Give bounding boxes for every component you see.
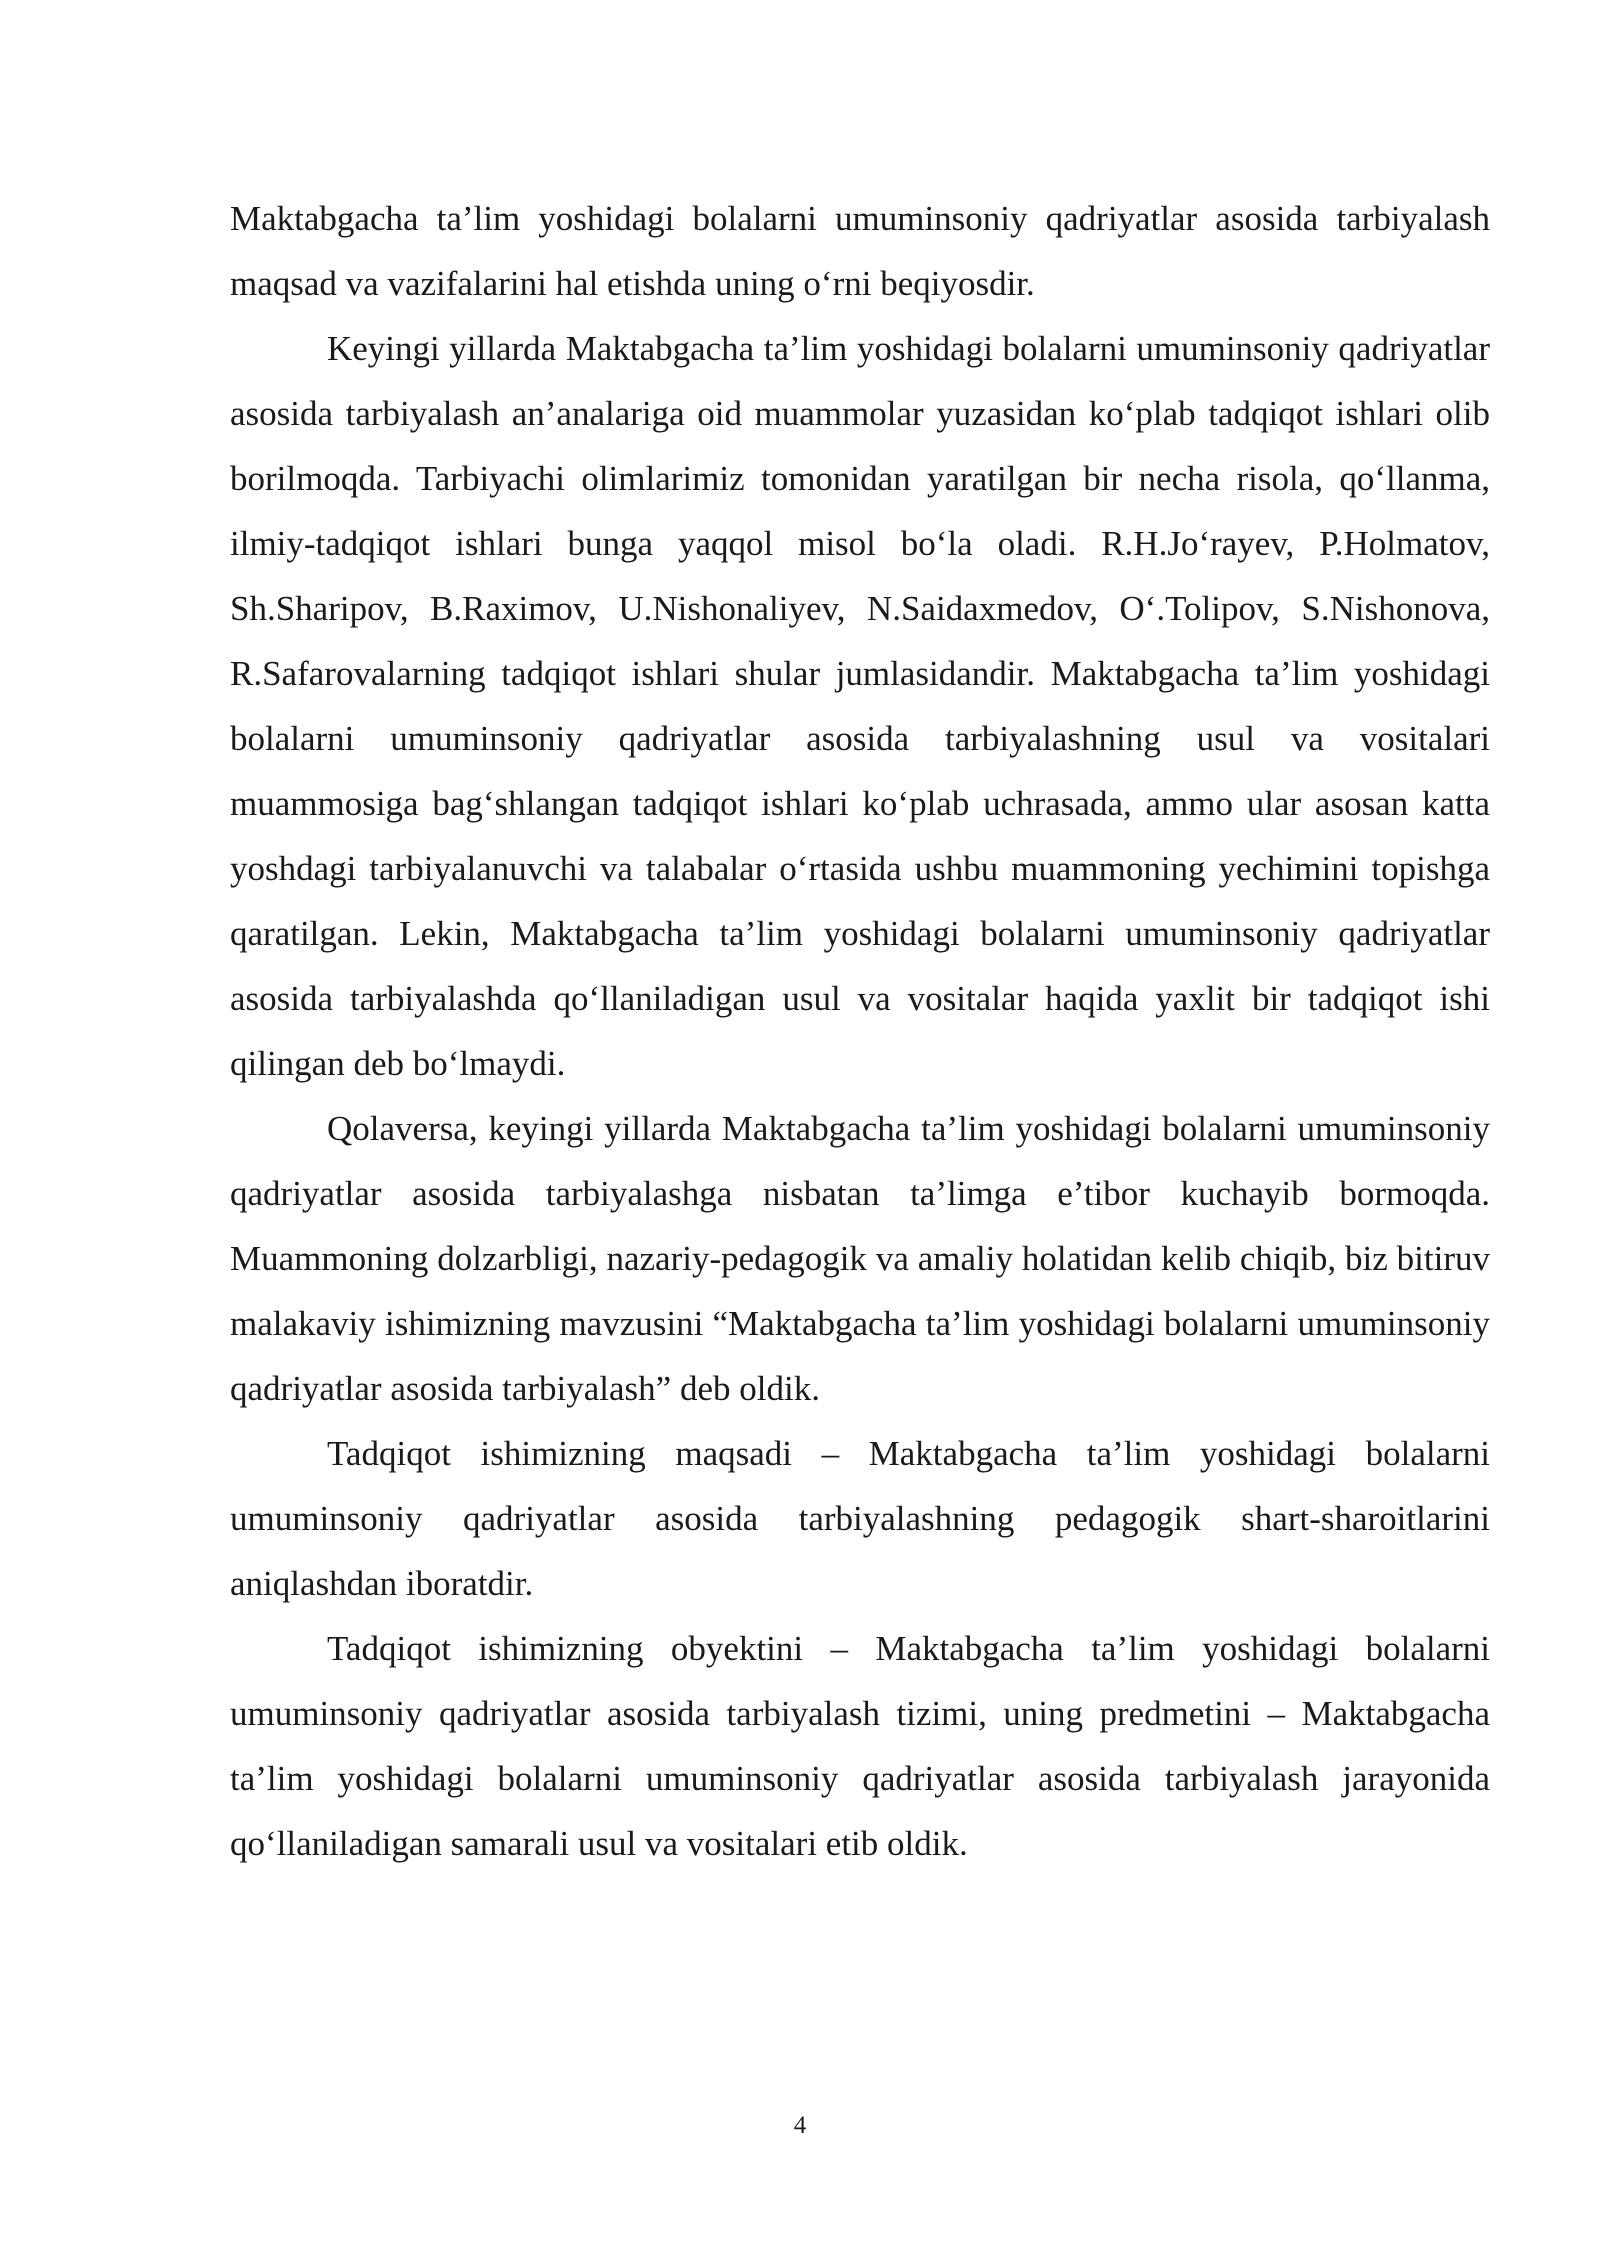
body-text [230, 186, 1490, 1876]
paragraph-topic-relevance: Qolaversa, keyingi yillarda Maktabgacha ta’lim yoshidagi bolalarni umuminsoniy qadriyatlar asosida tarbiyalashga nisbatan ta’limga e’tibor kuchayib bormoqda. Muammoning dolzarbligi, nazariy-pedagogik va amaliy holatidan kelib chiqib, biz bitiruv malakaviy ishimizning mavzusini “Maktabgacha ta’lim yoshidagi bolalarni umuminsoniy qadriyatlar asosida tarbiyalash” deb oldik. [230, 1109, 1490, 1408]
paragraph-continuation: Maktabgacha ta’lim yoshidagi bolalarni umuminsoniy qadriyatlar asosida tarbiyalash maqsad va vazifalarini hal etishda uning o‘rni beqiyosdir. [230, 199, 1490, 303]
page-number: 4 [793, 2112, 807, 2139]
paragraph-research-object: Tadqiqot ishimizning obyektini – Maktabgacha ta’lim yoshidagi bolalarni umuminsoniy qadriyatlar asosida tarbiyalash tizimi, uning predmetini – Maktabgacha ta’lim yoshidagi bolalarni umuminsoniy qadriyatlar asosida tarbiyalash jarayonida qo‘llaniladigan samarali usul va vositalari etib oldik. [230, 1629, 1490, 1863]
paragraph-research-goal: Tadqiqot ishimizning maqsadi – Maktabgacha ta’lim yoshidagi bolalarni umuminsoniy qadriyatlar asosida tarbiyalashning pedagogik shart-sharoitlarini aniqlashdan iboratdir. [230, 1434, 1490, 1603]
paragraph-research-overview: Keyingi yillarda Maktabgacha ta’lim yoshidagi bolalarni umuminsoniy qadriyatlar asosida tarbiyalash an’analariga oid muammolar yuzasidan ko‘plab tadqiqot ishlari olib borilmoqda. Tarbiyachi olimlarimiz tomonidan yaratilgan bir necha risola, qo‘llanma, ilmiy-tadqiqot ishlari bunga yaqqol misol bo‘la oladi. R.H.Jo‘rayev, P.Holmatov, Sh.Sharipov, B.Raximov, U.Nishonaliyev, N.Saidaxmedov, O‘.Tolipov, S.Nishonova, R.Safarovalarning tadqiqot ishlari shular jumlasidandir. Maktabgacha ta’lim yoshidagi bolalarni umuminsoniy qadriyatlar asosida tarbiyalashning usul va vositalari muammosiga bag‘shlangan tadqiqot ishlari ko‘plab uchrasada, ammo ular asosan katta yoshdagi tarbiyalanuvchi va talabalar o‘rtasida ushbu muammoning yechimini topishga qaratilgan. Lekin, Maktabgacha ta’lim yoshidagi bolalarni umuminsoniy qadriyatlar asosida tarbiyalashda qo‘llaniladigan usul va vositalar haqida yaxlit bir tadqiqot ishi qilingan deb bo‘lmaydi. [230, 329, 1490, 1083]
